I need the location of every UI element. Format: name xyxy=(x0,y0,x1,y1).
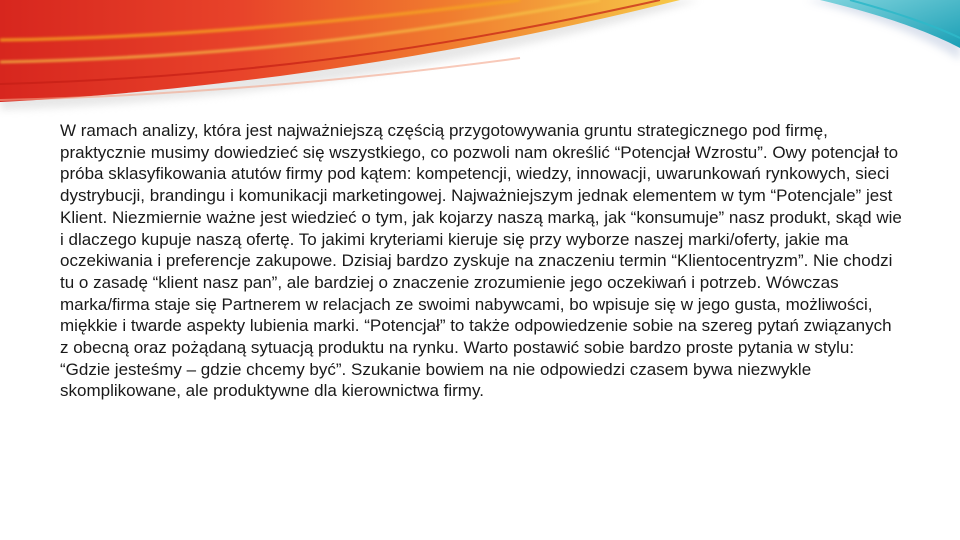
wave-warm-main xyxy=(0,0,680,102)
decorative-wave-header xyxy=(0,0,960,130)
body-paragraph: W ramach analizy, która jest najważniejszą częścią przygotowywania gruntu strategicznego pod firmę, praktycznie musimy dowiedzieć się wszystkiego, co pozwoli nam określić “Potencjał Wzrostu”. Owy potencjał to próba sklasyfikowania atutów firmy pod kątem: kompetencji, wiedzy, innowacji, uwarunkowań rynkowych, sieci dystrybucji, brandingu i komunikacji marketingowej. Najważniejszym jednak elementem w tym “Potencjale” jest Klient. Niezmiernie ważne jest wiedzieć o tym, jak kojarzy naszą marką, jak “konsumuje” nasz produkt, skąd wie i dlaczego kupuje naszą ofertę. To jakimi kryteriami kieruje się przy wyborze naszej marki/oferty, jakie ma oczekiwania i preferencje zakupowe. Dzisiaj bardzo zyskuje na znaczeniu termin “Klientocentryzm”. Nie chodzi tu o zasadę “klient nasz pan”, ale bardziej o znaczenie zrozumienie jego oczekiwań i potrzeb. Wówczas marka/firma staje się Partnerem w relacjach ze swoimi nabywcami, bo wpisuje się w jego gusta, możliwości, miękkie i twarde aspekty lubienia marki. “Potencjał” to także odpowiedzenie sobie na szereg pytań związanych z obecną oraz pożądaną sytuacją produktu na rynku. Warto postawić sobie bardzo proste pytania w stylu: “Gdzie jesteśmy – gdzie chcemy być”. Szukanie bowiem na nie odpowiedzi czasem bywa niezwykle skomplikowane, ale produktywne dla kierownictwa firmy. xyxy=(60,121,902,401)
